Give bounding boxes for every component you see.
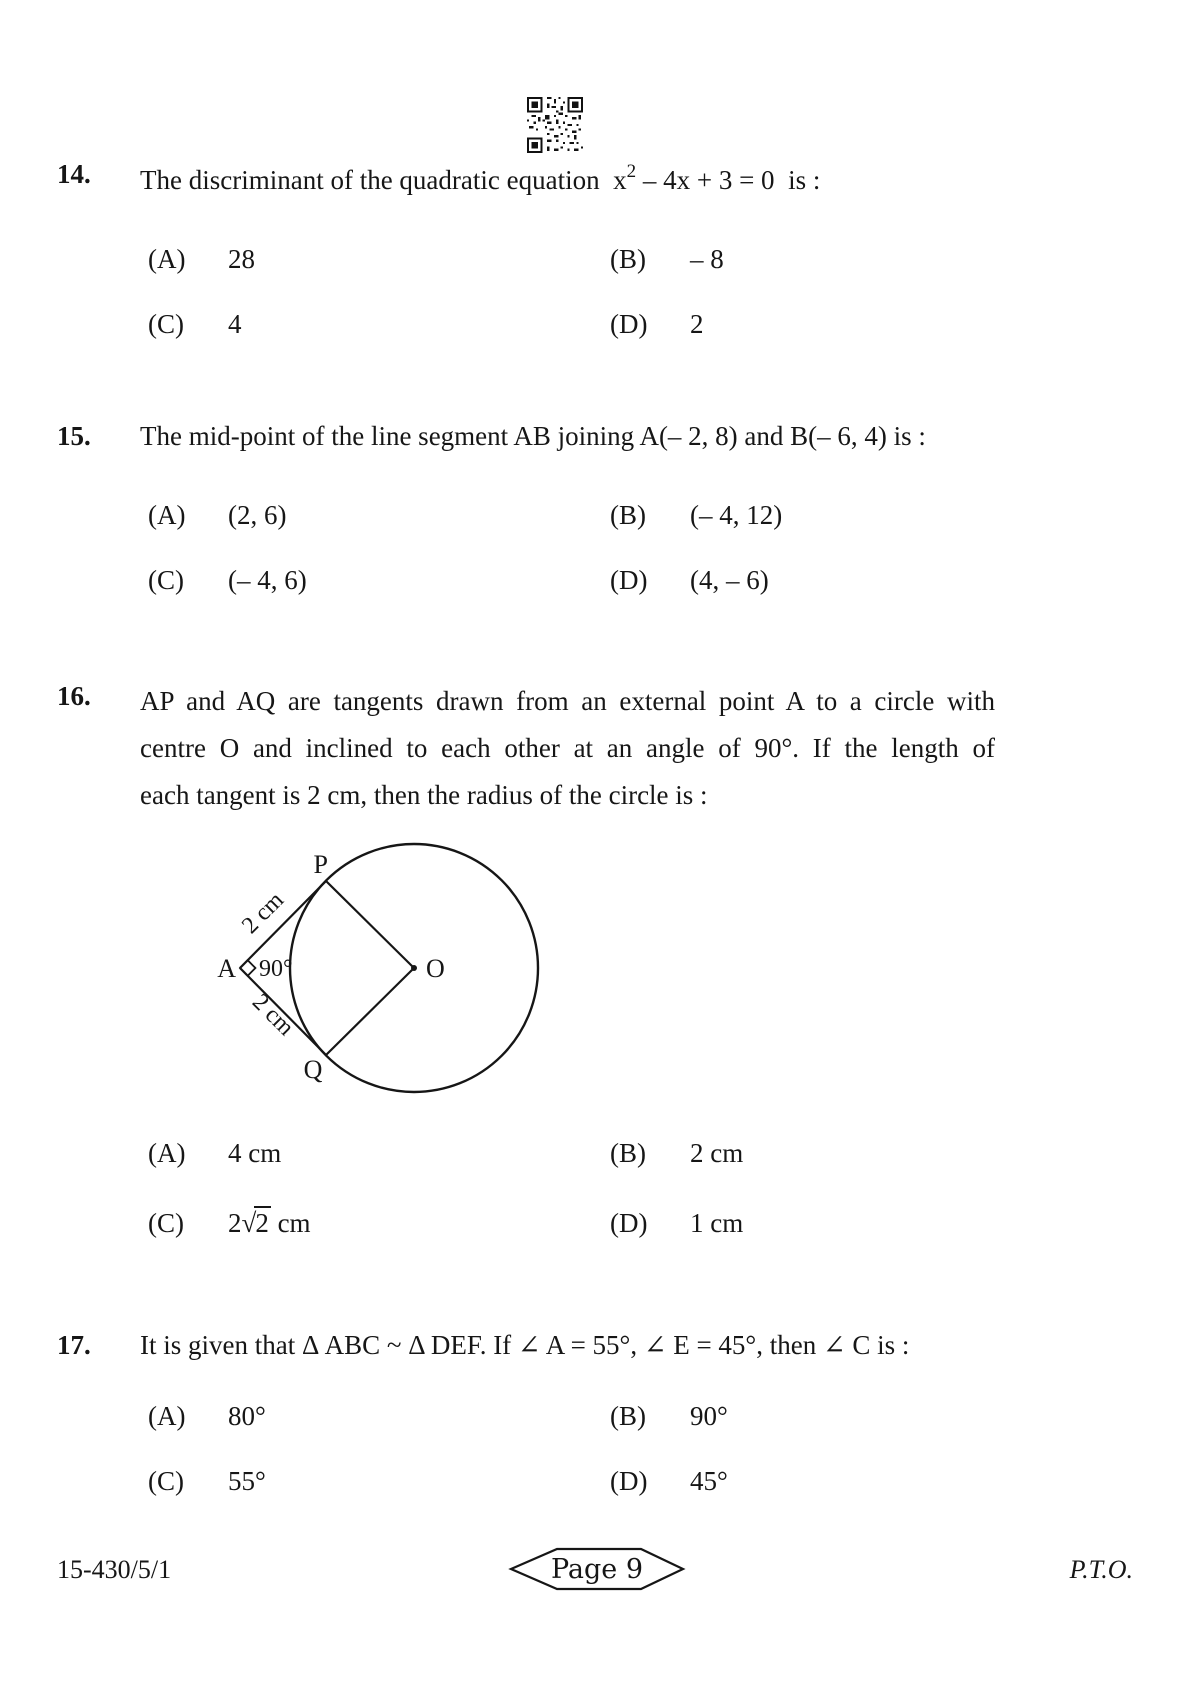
qr-code (527, 96, 583, 154)
option-a (148, 241, 610, 277)
option-value: (– 4, 6) (228, 565, 307, 595)
center-dot (411, 965, 417, 971)
question-text (140, 156, 998, 198)
option-b (610, 1398, 1190, 1434)
question-text: The mid-point of the line segment AB joining A(– 2, 8) and B(– 6, 4) is : (140, 421, 926, 451)
option-label: (D) (610, 565, 648, 595)
option-label: (C) (148, 565, 184, 595)
tangent-length-top: 2 cm (237, 887, 289, 939)
equation: $x^2 - 4x + 3 = 0$ (613, 161, 775, 195)
option-label: (C) (148, 1208, 184, 1238)
option-value: 1 cm (690, 1208, 744, 1238)
question-text-line: centre O and inclined to each other at an angle of 90°. If the length of (140, 733, 995, 763)
label-q: Q (303, 1055, 323, 1084)
option-label: (A) (148, 244, 186, 274)
option-value: – 8 (690, 244, 724, 274)
radius-oq-line (326, 968, 414, 1055)
option-label: (B) (610, 244, 646, 274)
option-c (148, 1463, 610, 1499)
question-17 (0, 1327, 1190, 1499)
question-text-line: AP and AQ are tangents drawn from an external point A to a circle with (140, 686, 995, 716)
question-number: 15. (57, 421, 91, 451)
question-text-line: each tangent is 2 cm, then the radius of the circle is : (140, 780, 708, 810)
option-a (148, 1398, 610, 1434)
radius-op-line (326, 881, 414, 968)
option-value: 2 (690, 309, 704, 339)
option-value: 2 cm (690, 1138, 744, 1168)
option-value: (2, 6) (228, 500, 287, 530)
angle-label: 90° (259, 956, 293, 982)
options-q15 (148, 497, 1190, 598)
option-value: 45° (690, 1466, 728, 1496)
page-badge (508, 1546, 686, 1592)
option-label: (A) (148, 1138, 186, 1168)
option-value: (4, – 6) (690, 565, 769, 595)
option-c (148, 562, 610, 598)
option-d (610, 562, 1190, 598)
right-angle-marker (240, 960, 255, 976)
tangent-length-bottom: 2 cm (247, 989, 299, 1041)
options-q14 (148, 241, 1190, 342)
question-text: It is given that Δ ABC ~ Δ DEF. If ∠ A = 55°, ∠ E = 45°, then ∠ C is : (140, 1330, 910, 1360)
question-14 (0, 156, 1190, 342)
option-b (610, 1135, 743, 1171)
option-label: (D) (610, 1466, 648, 1496)
paper-code: 15-430/5/1 (57, 1555, 172, 1584)
option-label: (D) (610, 1208, 648, 1238)
option-c (148, 306, 610, 342)
option-d (610, 306, 1190, 342)
circle-tangent-diagram (180, 820, 610, 1120)
option-d (610, 1463, 1190, 1499)
option-label: (B) (610, 500, 646, 530)
option-value-radical: 2√2 cm (228, 1208, 311, 1238)
question-16 (0, 678, 1190, 819)
option-value: 90° (690, 1401, 728, 1431)
options-q17 (148, 1398, 1190, 1499)
option-b (610, 497, 1190, 533)
option-value: 80° (228, 1401, 266, 1431)
option-value: 55° (228, 1466, 266, 1496)
option-label: (A) (148, 500, 186, 530)
option-label: (B) (610, 1138, 646, 1168)
question-15 (0, 418, 1190, 598)
question-text (140, 678, 995, 819)
option-value: 28 (228, 244, 255, 274)
option-d (610, 1205, 743, 1241)
pto-label: P.T.O. (1069, 1555, 1133, 1584)
option-value: 4 (228, 309, 242, 339)
label-o: O (426, 954, 445, 983)
question-text-part: is : (788, 165, 821, 195)
option-label: (C) (148, 309, 184, 339)
option-label: (D) (610, 309, 648, 339)
option-b (610, 241, 1190, 277)
option-label: (B) (610, 1401, 646, 1431)
option-c (148, 1205, 610, 1241)
question-number: 17. (57, 1330, 91, 1360)
option-a (148, 497, 610, 533)
option-label: (C) (148, 1466, 184, 1496)
option-value: (– 4, 12) (690, 500, 783, 530)
label-p: P (313, 850, 328, 879)
page-number: Page 9 (550, 1553, 644, 1585)
question-number: 14. (57, 159, 91, 189)
label-a: A (217, 954, 236, 983)
option-a (148, 1135, 610, 1171)
options-q16 (148, 1135, 743, 1241)
question-text-part: The discriminant of the quadratic equation (140, 165, 600, 195)
question-number: 16. (57, 681, 91, 711)
option-value: 4 cm (228, 1138, 282, 1168)
option-label: (A) (148, 1401, 186, 1431)
